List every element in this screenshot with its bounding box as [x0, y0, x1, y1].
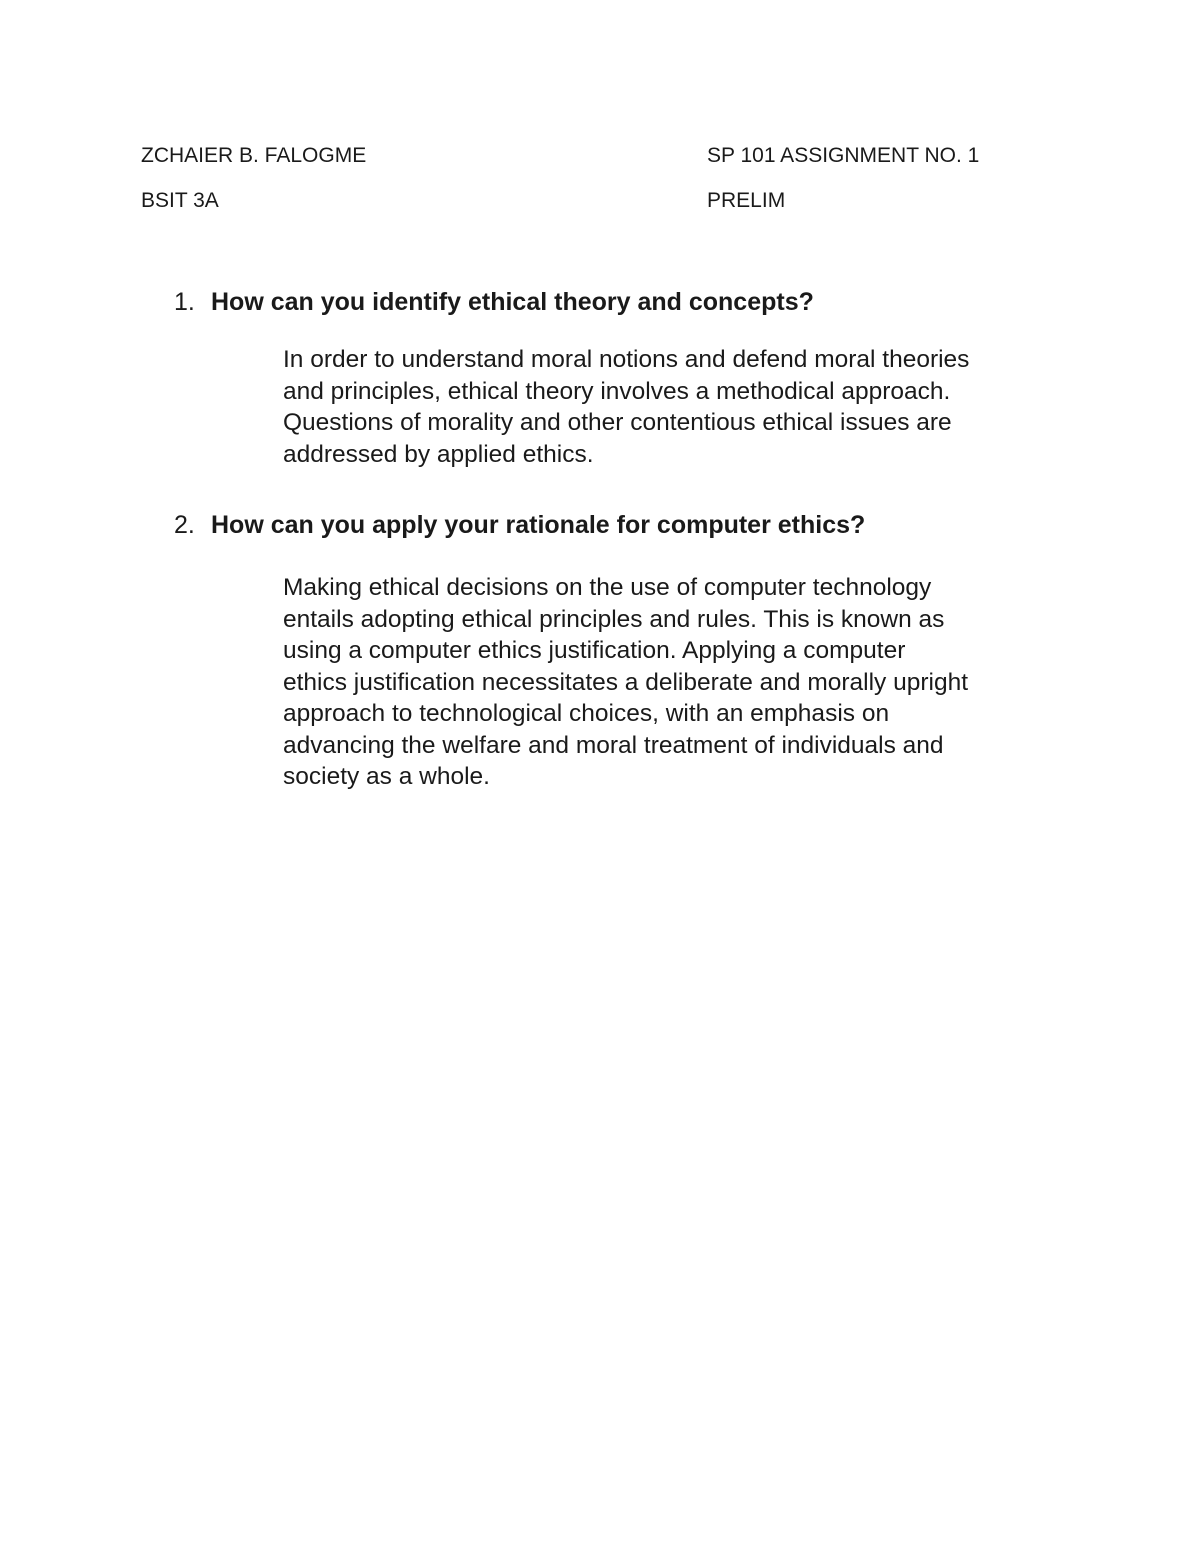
answer-line: entails adopting ethical principles and rules. This is known as: [283, 605, 945, 633]
question-number: 1.: [174, 288, 195, 316]
question-number: 2.: [174, 511, 195, 539]
answer-line: Making ethical decisions on the use of computer technology: [283, 574, 932, 601]
student-section: BSIT 3A: [141, 189, 219, 212]
question-text: How can you apply your rationale for computer ethics?: [211, 511, 866, 539]
answer-line: using a computer ethics justification. Applying a computer: [283, 637, 906, 664]
answer-line: addressed by applied ethics.: [283, 440, 594, 468]
question-1: [174, 287, 814, 317]
answer-line: and principles, ethical theory involves a methodical approach.: [283, 377, 951, 405]
answer-line: Questions of morality and other contentious ethical issues are: [283, 409, 952, 436]
answer-line: In order to understand moral notions and defend moral theories: [283, 346, 970, 373]
assignment-title: SP 101 ASSIGNMENT NO. 1: [707, 144, 980, 167]
answer-line: advancing the welfare and moral treatment of individuals and: [283, 731, 944, 759]
answer-1: [283, 344, 1073, 470]
answer-line: approach to technological choices, with an emphasis on: [283, 700, 890, 727]
student-name: ZCHAIER B. FALOGME: [141, 144, 367, 167]
assignment-term: PRELIM: [707, 189, 786, 212]
answer-line: society as a whole.: [283, 763, 490, 790]
answer-2: [283, 572, 1073, 793]
question-text: How can you identify ethical theory and concepts?: [211, 288, 814, 316]
question-2: [174, 510, 865, 540]
answer-line: ethics justification necessitates a deliberate and morally upright: [283, 668, 969, 696]
